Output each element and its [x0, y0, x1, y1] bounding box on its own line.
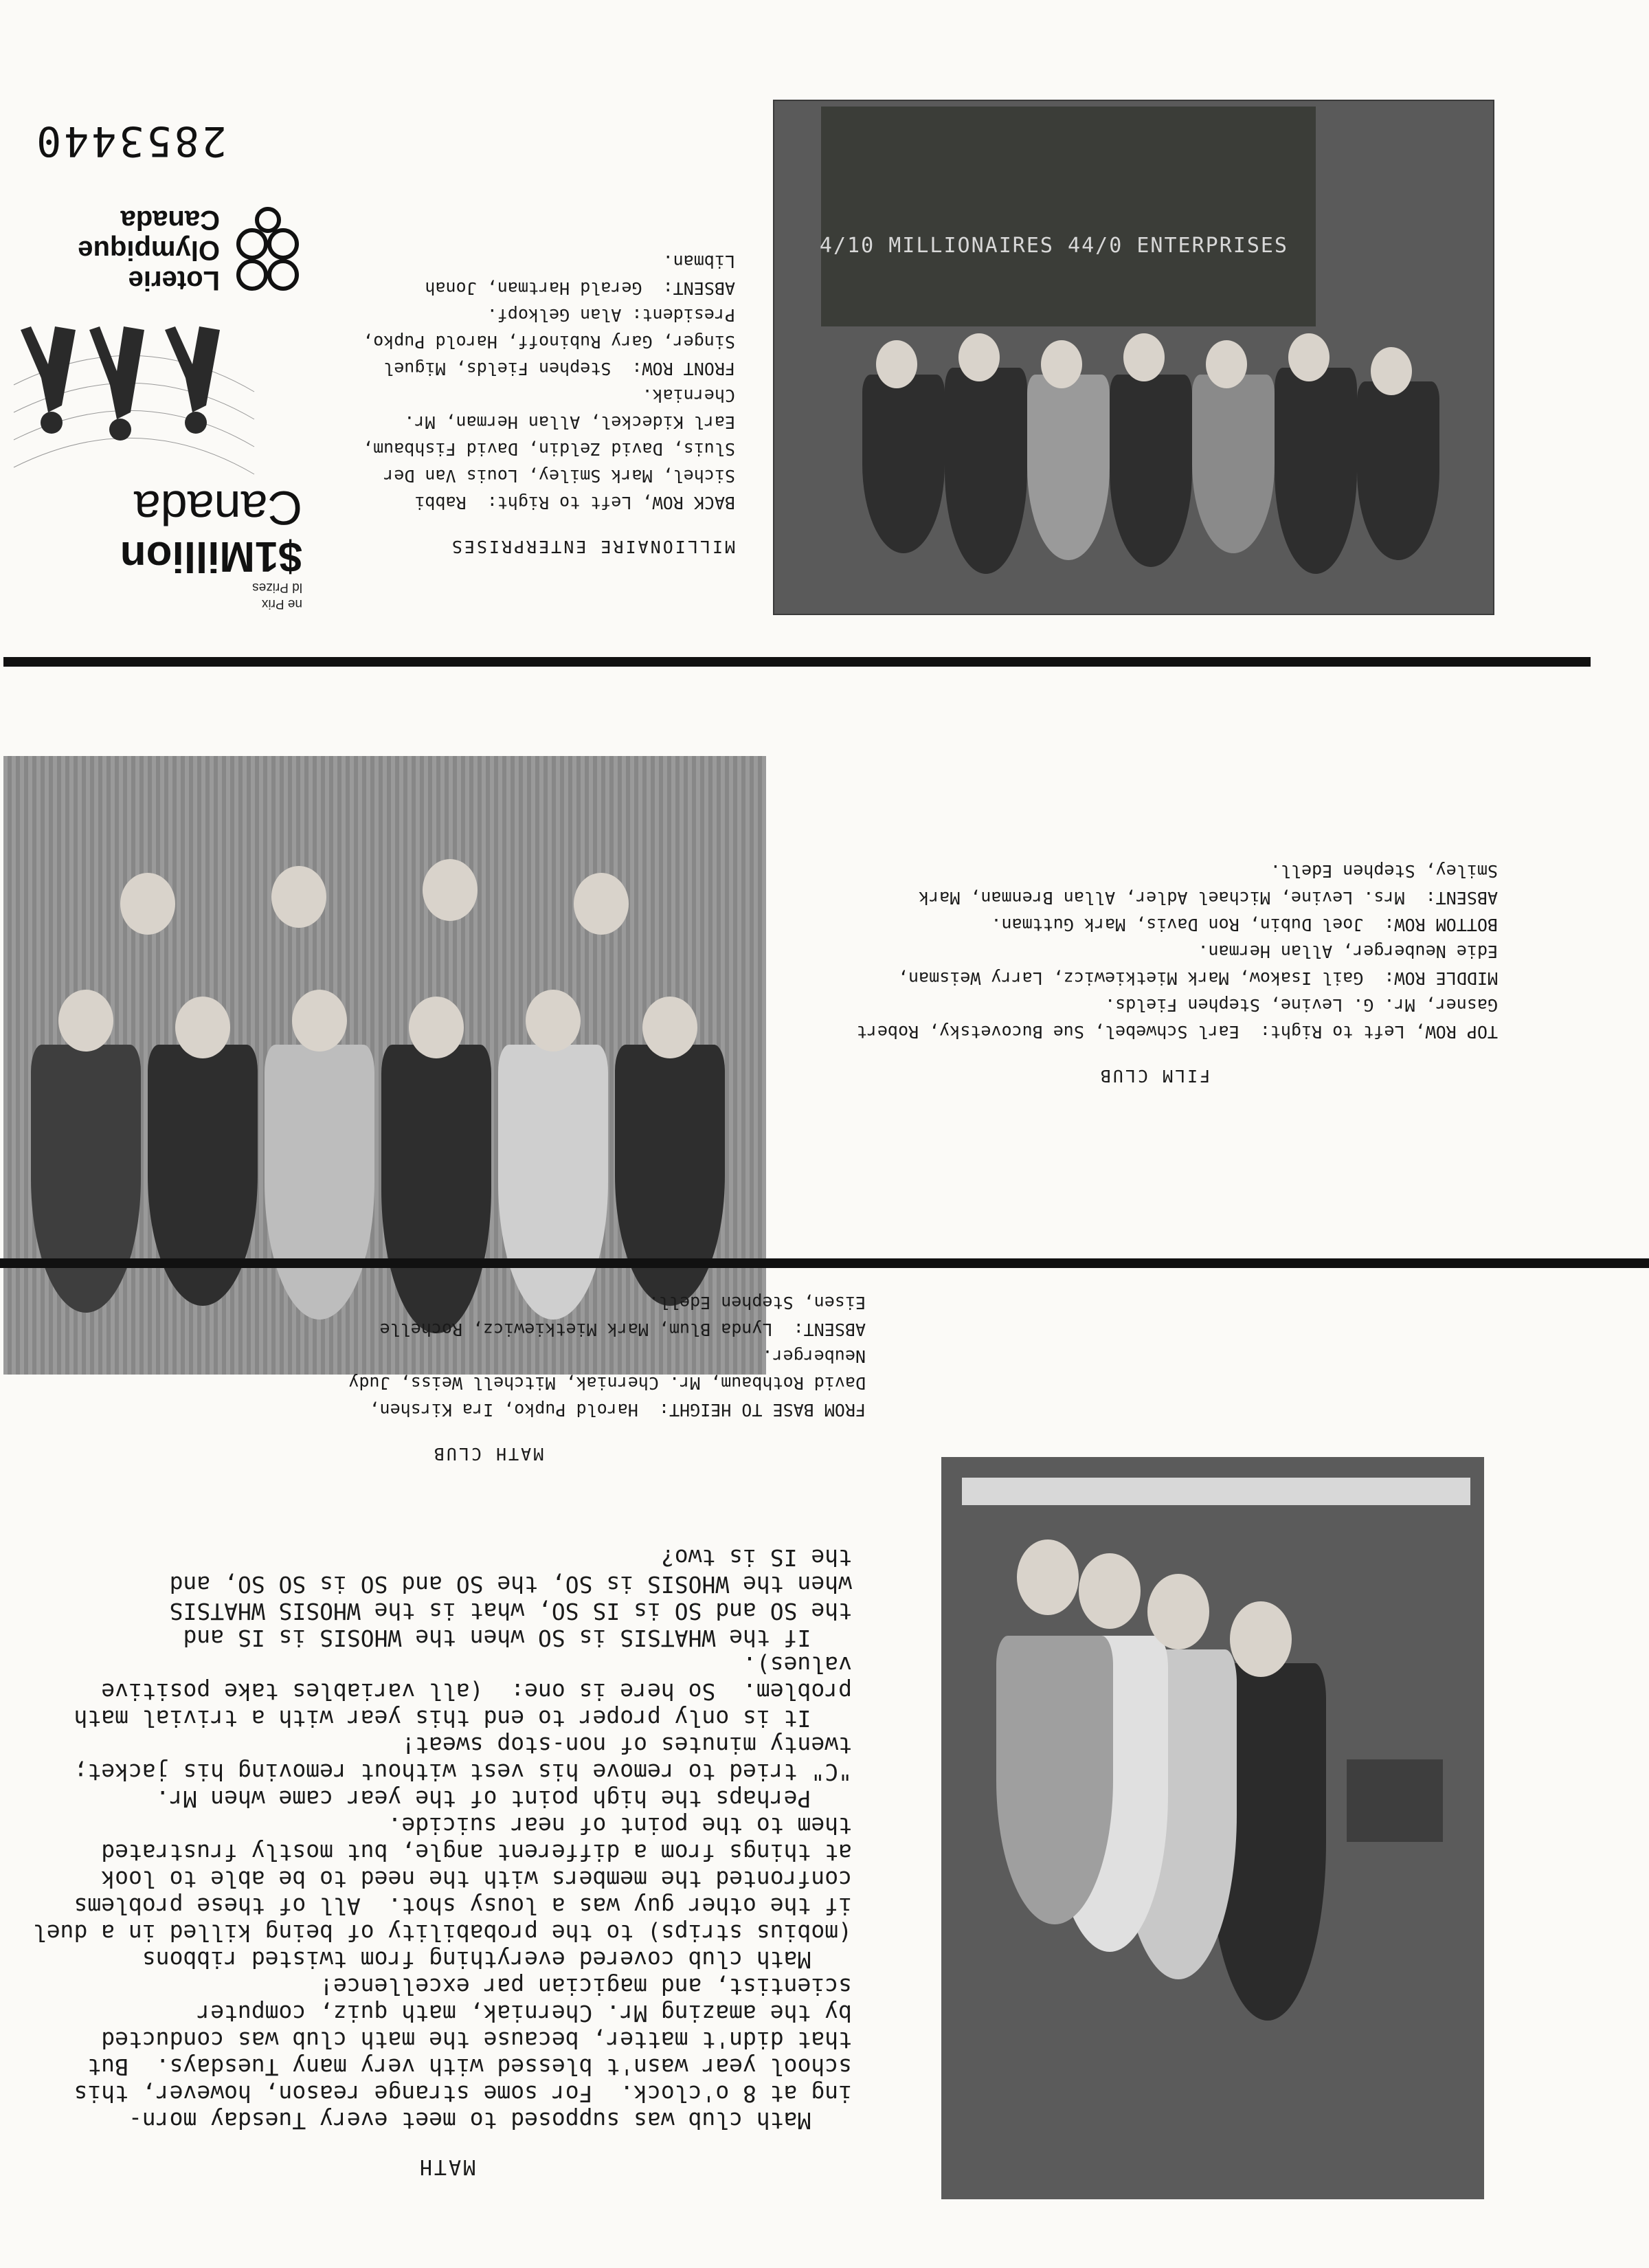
person [1357, 381, 1439, 560]
person-head [1079, 1553, 1141, 1629]
article-line: It is only proper to end this year with a trivial math [74, 1705, 852, 1732]
caption-line: Sluis, David Zeldin, David Fishbaum, [363, 439, 735, 459]
caption-line: David Rothbaum, Mr. Cherniak, Mitchell Weiss, Judy [348, 1373, 866, 1393]
person-head [574, 873, 629, 935]
film-club-photo [3, 756, 766, 1375]
person [945, 368, 1027, 574]
caption-line: Eisen, Stephen Edell. [648, 1293, 866, 1313]
lottery-ticket [0, 0, 309, 653]
prize-line: ld Prizes [252, 580, 302, 594]
person-head [876, 340, 917, 388]
person [1110, 375, 1192, 567]
prize-country: Canada [133, 481, 302, 535]
person [498, 1045, 608, 1320]
math-club-heading: MATH CLUB [431, 1444, 544, 1464]
caption-line: Cherniak. [642, 386, 735, 405]
ticket-number: 2853440 [34, 117, 227, 165]
caption-line: BACK ROW, Left to Right: Rabbi [414, 493, 735, 513]
person-head [1147, 1574, 1209, 1649]
lottery-brand [78, 205, 220, 296]
person-head [292, 990, 347, 1052]
film-club-caption [811, 858, 1498, 1086]
article-line: school year wasn't blessed with very many Tuesdays. But [87, 2054, 852, 2080]
article-line: Perhaps the high point of the year came when Mr. [155, 1786, 852, 1812]
person [996, 1636, 1113, 1924]
article-line: if the other guy was a lousy shot. All of these problems [74, 1893, 852, 1920]
person [1027, 375, 1110, 560]
article-line: by the amazing Mr. Cherniak, math quiz, computer [197, 2000, 852, 2027]
prize-text [120, 482, 302, 612]
film-club-heading: FILM CLUB [1098, 1066, 1211, 1086]
article-line: that didn't matter, because the math club was conducted [101, 2027, 852, 2054]
caption-line: ABSENT: Lynda Blum, Mark Mietkiewicz, Rochelle [379, 1320, 866, 1339]
section-divider [0, 1258, 1649, 1268]
section-divider [3, 657, 1591, 667]
person-head [1288, 333, 1330, 381]
person [1192, 375, 1275, 553]
caption-line: President: Alan Gelkopf. [486, 305, 735, 325]
millionaire-caption [323, 248, 735, 557]
chalkboard [821, 107, 1316, 326]
caption-line: Smiley, Stephen Edell. [1270, 861, 1498, 881]
person [265, 1045, 374, 1320]
caption-line: TOP ROW, Left to Right: Earl Schwebel, Sue Bucovetsky, Robert [856, 1022, 1498, 1042]
article-line: Math club covered everything from twisted ribbons [142, 1946, 852, 1973]
table-edge [962, 1478, 1470, 1505]
math-heading: MATH [417, 2155, 476, 2179]
caption-line: ABSENT: Mrs. Levine, Michael Adler, Allan Brenman, Mark [919, 888, 1498, 908]
person [1275, 368, 1357, 574]
person-head [958, 333, 1000, 381]
caption-line: Neuberger. [762, 1346, 866, 1366]
brand-line: Canada [120, 205, 220, 235]
person-head [1123, 333, 1165, 381]
person-head [1206, 340, 1247, 388]
person-head [271, 866, 326, 928]
caption-line: ABSENT: Gerald Hartman, Jonah [425, 278, 735, 298]
article-line: If the WHATSIS is SO when the WHOSIS is IS and [183, 1625, 852, 1652]
article-line: twenty minutes of non-stop sweat! [401, 1732, 852, 1759]
article-line: Math club was supposed to meet every Tuesday morn- [128, 2107, 852, 2134]
article-line: confronted the members with the need to be able to look [101, 1866, 852, 1893]
caption-line: BOTTOM ROW: Joel Dubin, Ron Davis, Mark Guttman. [991, 915, 1498, 935]
caption-line: Edie Neuberger, Allan Herman. [1198, 942, 1498, 961]
caption-line: Earl Kideckel, Allan Herman, Mr. [404, 412, 735, 432]
person-head [1017, 1539, 1079, 1615]
person-head [175, 997, 230, 1058]
article-line: ing at 8 o'clock. For some strange reason, however, this [74, 2080, 852, 2107]
article-line: at things from a different angle, but mostly frustrated [101, 1839, 852, 1866]
person-head [526, 990, 581, 1052]
caption-line: FROM BASE TO HEIGHT: Harold Pupko, Ira Kirshen, [369, 1400, 866, 1420]
article-line: values). [743, 1652, 852, 1678]
prize-amount: $1Million [120, 533, 302, 580]
brand-line: Loterie [128, 265, 220, 296]
math-club-caption [110, 1289, 866, 1464]
article-line: problem. So here is one: (all variables take positive [101, 1678, 852, 1705]
caption-line: Libman. [662, 252, 735, 271]
math-club-photo [941, 1457, 1484, 2199]
person-head [1041, 340, 1082, 388]
caption-line: Singer, Gary Rubinoff, Harold Pupko, [363, 332, 735, 352]
person-head [423, 859, 478, 921]
article-line: "C" tried to remove his vest without removing his jacket; [74, 1759, 852, 1786]
article-line: the IS is two? [660, 1544, 852, 1571]
olympic-rings-logo-icon [228, 206, 304, 296]
millionaire-heading: MILLIONAIRE ENTERPRISES [449, 537, 735, 557]
article-line: them to the point of near suicide. [388, 1812, 852, 1839]
person-head [1230, 1601, 1292, 1677]
person-head [1371, 347, 1412, 395]
caption-line: FRONT ROW: Stephen Fields, Miguel [383, 359, 735, 379]
person [31, 1045, 141, 1313]
prize-line: ne Prix [261, 597, 302, 611]
person-head [409, 997, 464, 1058]
math-article [32, 1544, 852, 2179]
chalkboard-text: 4/10 MILLIONAIRES 44/0 ENTERPRISES [819, 234, 1288, 258]
article-line: (mobius strips) to the probability of being killed in a duel [32, 1920, 852, 1946]
person-head [642, 997, 697, 1058]
millionaire-enterprises-photo [773, 100, 1494, 615]
article-line: the SO and SO is IS SO, what is the WHOSIS WHATSIS [169, 1598, 852, 1625]
door-window [1347, 1759, 1443, 1842]
person [862, 375, 945, 553]
article-line: when the WHOSIS is SO, the SO and SO is SO SO, and [169, 1571, 852, 1598]
person-head [58, 990, 113, 1052]
article-line: scientist, and magician par excellence! [319, 1973, 852, 2000]
caption-line: MIDDLE ROW: Gail Isakow, Mark Mietkiewicz, Larry Weisman, [898, 968, 1498, 988]
person-head [120, 873, 175, 935]
caption-line: Sichel, Mark Smiley, Louis Van Der [383, 466, 735, 486]
brand-line: Olympique [78, 235, 220, 265]
caption-line: Gasner, Mr. G. Levine, Stephen Fields. [1105, 995, 1498, 1015]
runners-illustration-icon [7, 309, 261, 488]
